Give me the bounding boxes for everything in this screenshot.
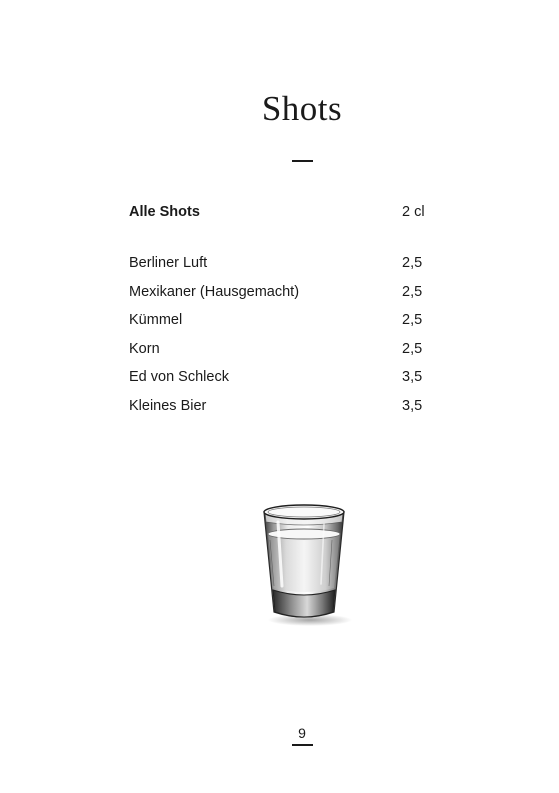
menu-item-price: 2,5: [402, 255, 423, 271]
menu-item-name: Berliner Luft: [129, 255, 208, 271]
page-title: Shots: [261, 89, 343, 128]
menu-item: [129, 396, 429, 416]
menu-item-price: 3,5: [402, 369, 423, 385]
menu-item-name: Kümmel: [129, 312, 183, 328]
title-divider: [292, 160, 313, 162]
menu-item: [129, 339, 429, 359]
menu-item-price: 2,5: [402, 341, 423, 357]
menu-item: [129, 367, 429, 387]
menu-item-name: Mexikaner (Hausgemacht): [129, 284, 300, 300]
menu-item-name: Kleines Bier: [129, 398, 207, 414]
page-number-underline: [292, 744, 313, 746]
menu-item-price: 2,5: [402, 284, 423, 300]
menu-item-name: Ed von Schleck: [129, 369, 229, 385]
menu-item-name: Korn: [129, 341, 160, 357]
page-number: 9: [298, 725, 306, 741]
menu-header-label: Alle Shots: [129, 204, 200, 220]
menu-item: [129, 310, 429, 330]
shot-glass-icon: [258, 500, 354, 630]
menu-item-price: 3,5: [402, 398, 423, 414]
menu-item: [129, 253, 429, 273]
menu-item-price: 2,5: [402, 312, 423, 328]
menu-header-unit: 2 cl: [402, 204, 425, 220]
menu-item: [129, 282, 429, 302]
menu-header-row: [129, 202, 429, 222]
